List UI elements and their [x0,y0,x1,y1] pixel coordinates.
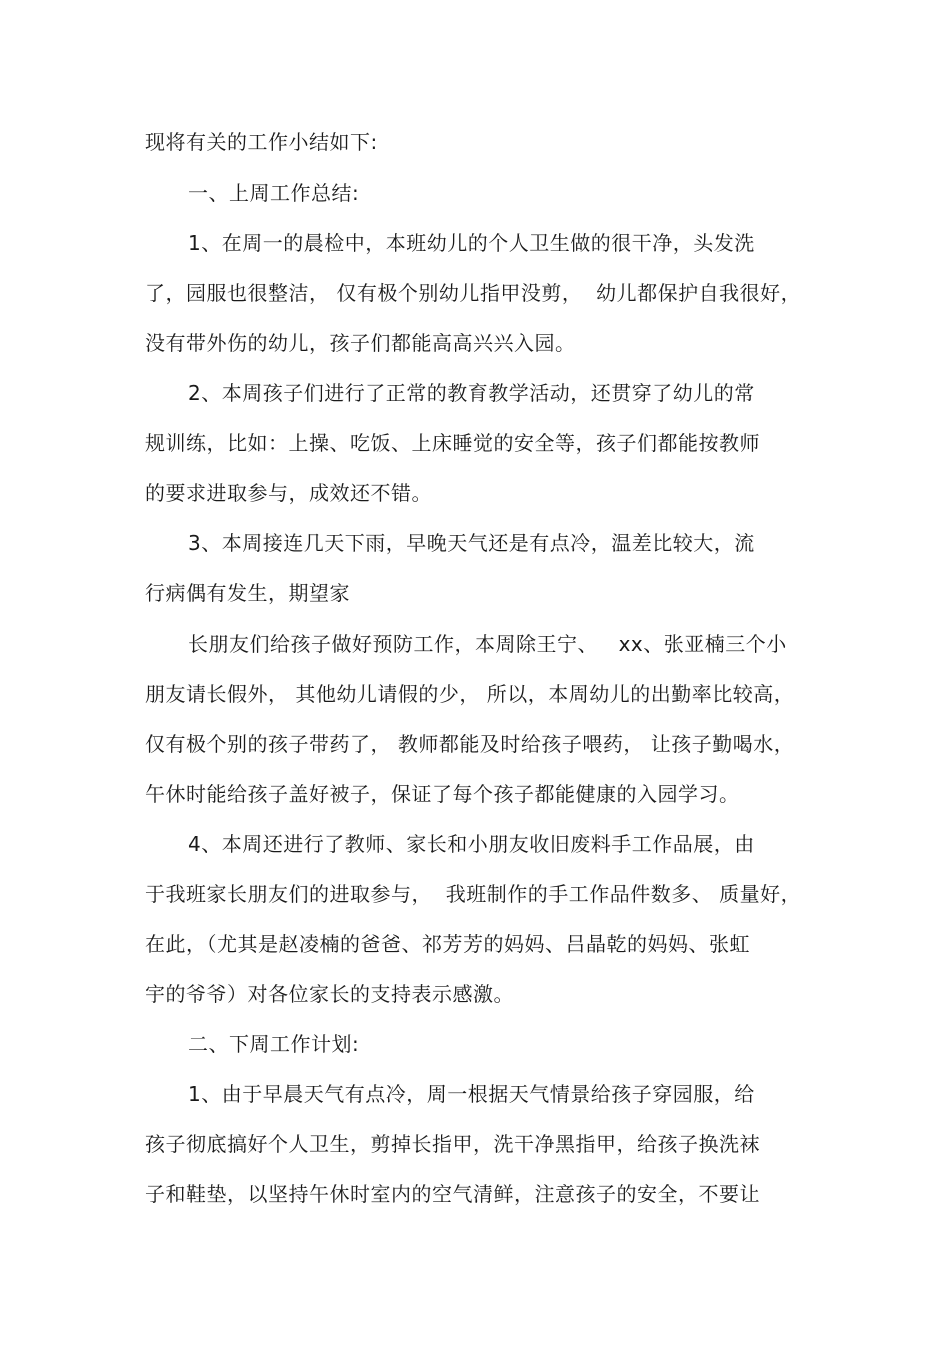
paragraph-line: 仅有极个别的孩子带药了， 教师都能及时给孩子喂药， 让孩子勤喝水， [145,732,795,756]
paragraph-line: 行病偶有发生，期望家 [145,581,350,605]
paragraph-line: 现将有关的工作小结如下: [145,130,378,154]
paragraph-line: 于我班家长朋友们的进取参与， 我班制作的手工作品件数多、 质量好， [145,882,802,906]
paragraph-line: 3、本周接连几天下雨，早晚天气还是有点冷，温差比较大，流 [188,531,755,555]
paragraph-line: 宇的爷爷）对各位家长的支持表示感激。 [145,982,514,1006]
paragraph-line: 2、本周孩子们进行了正常的教育教学活动，还贯穿了幼儿的常 [188,381,755,405]
paragraph-line: 规训练，比如：上操、吃饭、上床睡觉的安全等，孩子们都能按教师 [145,431,760,455]
paragraph-line: 朋友请长假外， 其他幼儿请假的少， 所以，本周幼儿的出勤率比较高， [145,682,795,706]
paragraph-line: 1、由于早晨天气有点冷，周一根据天气情景给孩子穿园服，给 [188,1082,755,1106]
paragraph-line: 了，园服也很整洁， 仅有极个别幼儿指甲没剪， 幼儿都保护自我很好， [145,281,802,305]
paragraph-line: 子和鞋垫，以坚持午休时室内的空气清鲜，注意孩子的安全，不要让 [145,1182,760,1206]
paragraph-line: 午休时能给孩子盖好被子，保证了每个孩子都能健康的入园学习。 [145,782,740,806]
paragraph-line: 没有带外伤的幼儿，孩子们都能高高兴兴入园。 [145,331,576,355]
section-heading: 二、下周工作计划: [188,1032,360,1056]
paragraph-line: 的要求进取参与，成效还不错。 [145,481,432,505]
paragraph-line: 在此，（尤其是赵凌楠的爸爸、祁芳芳的妈妈、吕晶乾的妈妈、张虹 [145,932,750,956]
paragraph-line: 1、在周一的晨检中，本班幼儿的个人卫生做的很干净，头发洗 [188,231,755,255]
paragraph-line: 孩子彻底搞好个人卫生，剪掉长指甲，洗干净黑指甲，给孩子换洗袜 [145,1132,760,1156]
section-heading: 一、上周工作总结: [188,181,360,205]
paragraph-line: 4、本周还进行了教师、家长和小朋友收旧废料手工作品展，由 [188,832,755,856]
paragraph-line: 长朋友们给孩子做好预防工作，本周除王宁、 xx、张亚楠三个小 [188,632,787,656]
